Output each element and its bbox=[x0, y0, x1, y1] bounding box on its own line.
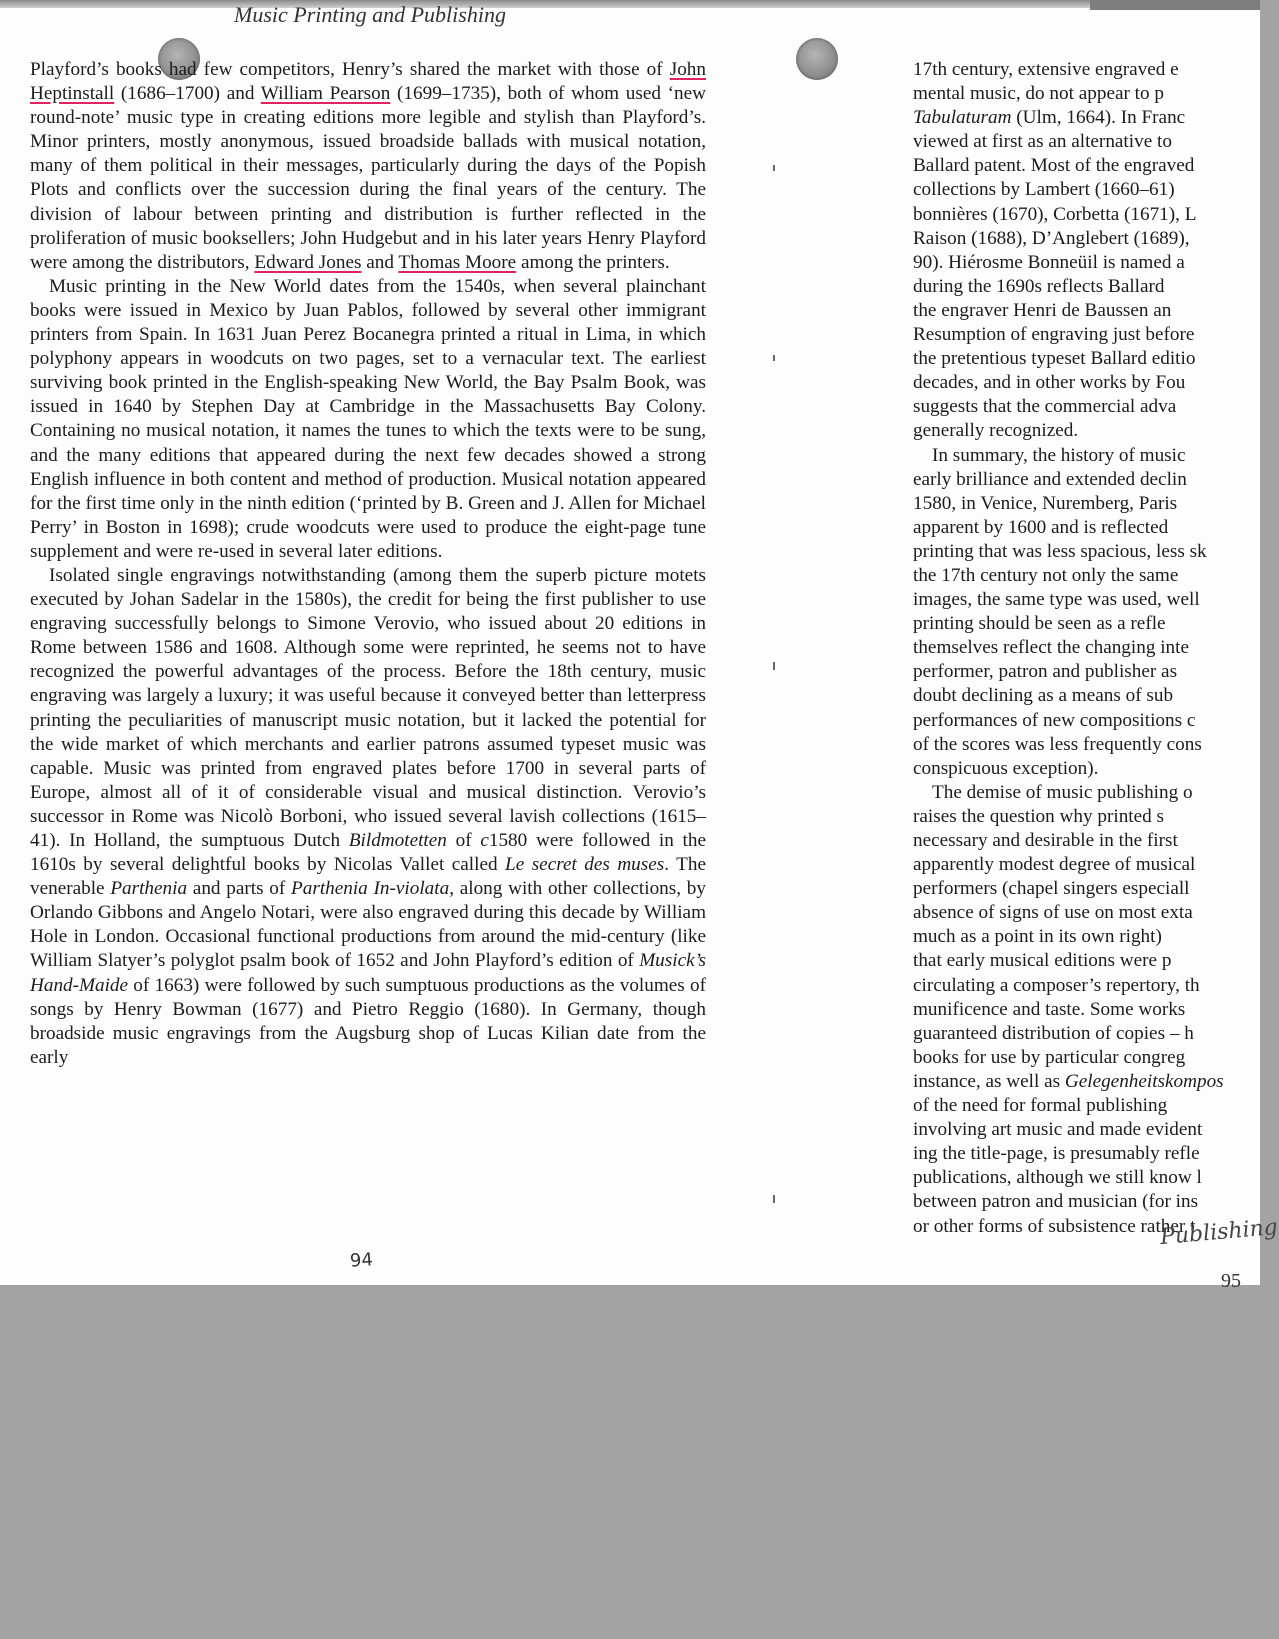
punch-hole-right bbox=[796, 38, 838, 80]
italic-title: Parthenia In-violata bbox=[291, 878, 450, 900]
text-run: Playford’s books had few competitors, Henry’s shared the market with those of bbox=[30, 59, 670, 80]
text-run: among the printers. bbox=[516, 251, 670, 273]
underlined-name: Edward Jones bbox=[254, 251, 362, 273]
right-line: decades, and in other works by Fou bbox=[913, 372, 1186, 394]
right-line: during the 1690s reflects Ballard bbox=[913, 275, 1165, 297]
text-run: (1699–1735), both of whom used ‘new round-note’ music type in creating editions more legible and stylish than Playford’s. Minor printers, mostly anonymous, issued broadside ballads with musical notation, many of them political in their messages, particularly during the days of the Popish Plots and conflicts over the succession during the final years of the century. The division of labour between printing and distribution is further reflected in the proliferation of music booksellers; John Hudgebut and in his later years Henry Playford were among the distributors, bbox=[30, 83, 707, 273]
right-line: much as a point in its own right) bbox=[913, 926, 1162, 948]
left-paragraph bbox=[30, 275, 706, 564]
right-line: images, the same type was used, well bbox=[913, 589, 1200, 611]
text-run: and bbox=[361, 251, 399, 273]
text-run: (1686–1700) and bbox=[114, 83, 261, 105]
right-line: books for use by particular congreg bbox=[913, 1046, 1186, 1068]
right-line: performances of new compositions c bbox=[913, 709, 1196, 731]
right-line: munificence and taste. Some works bbox=[913, 998, 1186, 1020]
running-head: Music Printing and Publishing bbox=[234, 2, 506, 27]
right-line: generally recognized. bbox=[913, 420, 1079, 442]
right-line: early brilliance and extended declin bbox=[913, 468, 1187, 490]
right-line: of the scores was less frequently cons bbox=[913, 733, 1202, 755]
right-line: the pretentious typeset Ballard editio bbox=[913, 348, 1196, 370]
scanner-top-edge-dark bbox=[1090, 0, 1260, 10]
right-line: In summary, the history of music bbox=[932, 444, 1186, 466]
right-line: absence of signs of use on most exta bbox=[913, 902, 1193, 924]
right-page-number: 95 bbox=[1221, 1270, 1241, 1292]
left-paragraph bbox=[30, 58, 706, 275]
right-line: apparently modest degree of musical bbox=[913, 854, 1196, 876]
right-line: suggests that the commercial adva bbox=[913, 396, 1177, 418]
right-line: the engraver Henri de Baussen an bbox=[913, 299, 1172, 321]
right-line: 17th century, extensive engraved e bbox=[913, 59, 1179, 80]
right-line: 90). Hiérosme Bonneüil is named a bbox=[913, 251, 1185, 273]
right-line: publications, although we still know l bbox=[913, 1167, 1202, 1189]
right-line: 1580, in Venice, Nuremberg, Paris bbox=[913, 492, 1178, 514]
text-run: and parts of bbox=[187, 878, 292, 900]
right-line: bonnières (1670), Corbetta (1671), L bbox=[913, 203, 1197, 225]
right-line: performers (chapel singers especiall bbox=[913, 878, 1190, 900]
text-run: 1580 were followed in the 1610s by several delightful books by Nicolas Vallet called bbox=[30, 830, 706, 876]
italic-title: c bbox=[480, 830, 489, 851]
left-page-number: 94 bbox=[349, 1249, 374, 1272]
right-line: Raison (1688), D’Anglebert (1689), bbox=[913, 227, 1190, 249]
gutter-speck bbox=[773, 662, 775, 670]
right-line: printing should be seen as a refle bbox=[913, 613, 1166, 635]
text-run: of 1663) were followed by such sumptuous productions as the volumes of songs by Henry Bowman (1677) and Pietro Reggio (1680). In Germany, though broadside music engravings from the Augsburg shop of Lucas Kilian date from the early bbox=[30, 974, 706, 1068]
italic-title: Parthenia bbox=[110, 878, 188, 900]
right-line: circulating a composer’s repertory, th bbox=[913, 974, 1200, 996]
gutter-speck bbox=[773, 165, 775, 171]
right-page-clip bbox=[906, 40, 1260, 1270]
text-run: of bbox=[446, 830, 481, 851]
gutter-speck bbox=[773, 1195, 775, 1203]
right-line: that early musical editions were p bbox=[913, 950, 1172, 972]
italic-title: Le secret des muses bbox=[505, 854, 665, 876]
underlined-name: William Pearson bbox=[260, 83, 391, 105]
right-line: raises the question why printed s bbox=[913, 805, 1164, 827]
scanner-top-edge bbox=[0, 0, 1260, 8]
text-run: Music printing in the New World dates from the 1540s, when several plainchant books were issued in Mexico by Juan Pablos, followed by several other immigrant printers from Spain. In 1631 Juan Perez Bocanegra printed a ritual in Lima, in which polyphony appears in woodcuts on two pages, set to a vernacular text. The earliest surviving book printed in the English-speaking New World, the Bay Psalm Book, was issued in 1640 by Stephen Day at Cambridge in the Massachusetts Bay Colony. Containing no musical notation, it names the tunes to which the texts were to be sung, and the many editions that appeared during the next few decades showed a strong English influence in both content and method of production. Musical notation appeared for the first time only in the ninth edition (‘printed by B. Green and J. Allen for Michael Perry’ in Boston in 1698); crude woodcuts were used to produce the eight-page tune supplement and were re-used in several later editions. bbox=[30, 275, 706, 562]
right-line: conspicuous exception). bbox=[913, 757, 1099, 779]
left-page-text bbox=[30, 58, 706, 1070]
right-line: themselves reflect the changing inte bbox=[913, 637, 1189, 659]
right-line: necessary and desirable in the first bbox=[913, 830, 1178, 851]
right-line: performer, patron and publisher as bbox=[913, 661, 1178, 683]
right-line: between patron and musician (for ins bbox=[913, 1191, 1199, 1213]
right-page-text bbox=[913, 58, 1273, 1239]
right-line: the 17th century not only the same bbox=[913, 564, 1179, 586]
right-line: of the need for formal publishing bbox=[913, 1095, 1168, 1117]
right-line: viewed at first as an alternative to bbox=[913, 131, 1172, 153]
right-line: apparent by 1600 and is reflected bbox=[913, 516, 1169, 538]
right-line: The demise of music publishing o bbox=[932, 781, 1193, 803]
italic-title: Bildmotetten bbox=[348, 830, 447, 851]
right-line: instance, as well as Gelegenheitskompos bbox=[913, 1070, 1224, 1092]
gutter-speck bbox=[773, 355, 775, 361]
left-paragraph bbox=[30, 564, 706, 1070]
right-line: doubt declining as a means of sub bbox=[913, 685, 1174, 707]
right-line: guaranteed distribution of copies – h bbox=[913, 1022, 1194, 1044]
underlined-name: John Heptinstall bbox=[30, 59, 706, 105]
right-line: Resumption of engraving just before bbox=[913, 324, 1195, 346]
right-line: ing the title-page, is presumably refle bbox=[913, 1143, 1200, 1165]
text-run: . The venerable bbox=[30, 854, 706, 900]
right-line: Ballard patent. Most of the engraved bbox=[913, 155, 1195, 177]
right-line: or other forms of subsistence rather t bbox=[913, 1215, 1196, 1237]
right-line: Tabulaturam (Ulm, 1664). In Franc bbox=[913, 107, 1186, 129]
handwritten-note: Publishing bbox=[1159, 1214, 1279, 1251]
right-line: involving art music and made evident bbox=[913, 1119, 1203, 1141]
right-line: printing that was less spacious, less sk bbox=[913, 540, 1207, 562]
italic-title: Musick’s Hand-Maide bbox=[30, 950, 706, 996]
right-line: mental music, do not appear to p bbox=[913, 83, 1164, 105]
text-run: , along with other collections, by Orlando Gibbons and Angelo Notari, were also engraved during this decade by William Hole in London. Occasional functional productions from around the mid-century (like William Slatyer’s polyglot psalm book of 1652 and John Playford’s edition of bbox=[30, 878, 706, 972]
text-run: Isolated single engravings notwithstanding (among them the superb picture motets executed by Johan Sadelar in the 1580s), the credit for being the first publisher to use engraving successfully belongs to Simone Verovio, who issued about 20 editions in Rome between 1586 and 1608. Although some were reprinted, he seems not to have recognized the powerful advantages of the process. Before the 18th century, music engraving was largely a luxury; it was useful because it conveyed better than letterpress printing the peculiarities of manuscript music notation, but it lacked the potential for the wide market of which merchants and earlier patrons assumed typeset music was capable. Music was printed from engraved plates before 1700 in several parts of Europe, almost all of it of considerable visual and musical distinction. Verovio’s successor in Rome was Nicolò Borboni, who issued several lavish collections (1615–41). In Holland, the sumptuous Dutch bbox=[30, 564, 706, 851]
underlined-name: Thomas Moore bbox=[398, 251, 517, 273]
right-line: collections by Lambert (1660–61) bbox=[913, 179, 1175, 201]
